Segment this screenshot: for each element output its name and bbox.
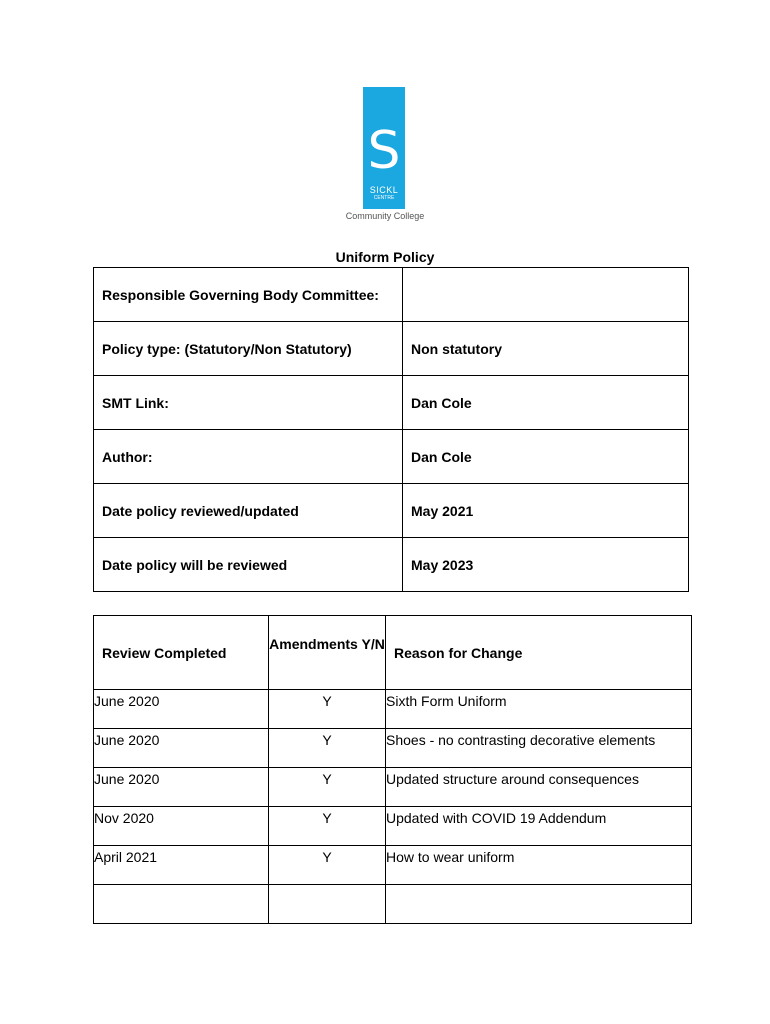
policy-row (94, 430, 689, 484)
review-date: April 2021 (94, 846, 269, 885)
policy-value: May 2021 (403, 484, 689, 538)
logo-sub: CENTRE (373, 195, 395, 201)
review-amendment (269, 885, 386, 924)
review-amendment: Y (269, 846, 386, 885)
policy-info-table (93, 267, 689, 592)
review-reason: How to wear uniform (386, 846, 692, 885)
table-row (94, 768, 692, 807)
policy-label: Responsible Governing Body Committee: (94, 268, 403, 322)
review-reason (386, 885, 692, 924)
page-title: Uniform Policy (335, 249, 435, 265)
review-date: Nov 2020 (94, 807, 269, 846)
policy-label: SMT Link: (94, 376, 403, 430)
review-reason: Sixth Form Uniform (386, 690, 692, 729)
header-amendments: Amendments Y/N (269, 616, 386, 690)
college-logo (335, 87, 435, 227)
policy-row (94, 322, 689, 376)
policy-row (94, 484, 689, 538)
review-reason: Updated with COVID 19 Addendum (386, 807, 692, 846)
logo-caption: Community College (345, 211, 425, 221)
table-row (94, 690, 692, 729)
review-amendment: Y (269, 807, 386, 846)
policy-row (94, 376, 689, 430)
logo-word: SICKL (369, 185, 399, 195)
policy-label: Date policy reviewed/updated (94, 484, 403, 538)
table-row (94, 885, 692, 924)
policy-value: Dan Cole (403, 376, 689, 430)
review-amendment: Y (269, 768, 386, 807)
table-row (94, 846, 692, 885)
policy-label: Policy type: (Statutory/Non Statutory) (94, 322, 403, 376)
review-date: June 2020 (94, 768, 269, 807)
review-header-row (94, 616, 692, 690)
review-reason: Shoes - no contrasting decorative elements (386, 729, 692, 768)
policy-label: Author: (94, 430, 403, 484)
review-date: June 2020 (94, 690, 269, 729)
policy-row (94, 538, 689, 592)
review-date (94, 885, 269, 924)
header-reason: Reason for Change (386, 616, 692, 690)
policy-value: Dan Cole (403, 430, 689, 484)
header-review-completed: Review Completed (94, 616, 269, 690)
review-amendment: Y (269, 729, 386, 768)
table-row (94, 729, 692, 768)
policy-value: Non statutory (403, 322, 689, 376)
policy-label: Date policy will be reviewed (94, 538, 403, 592)
table-row (94, 807, 692, 846)
policy-value: May 2023 (403, 538, 689, 592)
policy-row (94, 268, 689, 322)
policy-value (403, 268, 689, 322)
logo-letter: S (367, 121, 401, 181)
review-table (93, 615, 692, 924)
review-date: June 2020 (94, 729, 269, 768)
review-amendment: Y (269, 690, 386, 729)
review-reason: Updated structure around consequences (386, 768, 692, 807)
